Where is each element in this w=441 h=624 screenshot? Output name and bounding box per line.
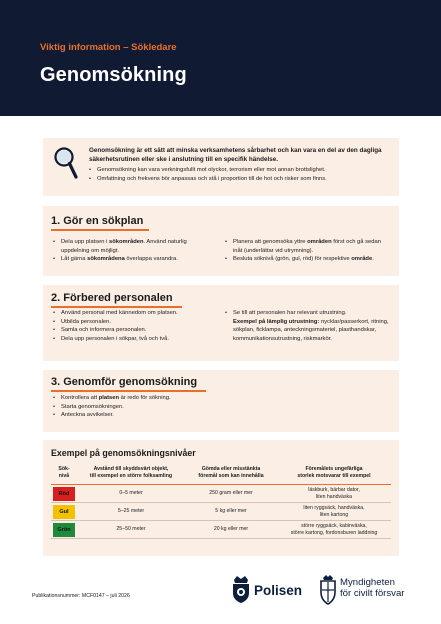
levels-title: Exempel på genomsökningsnivåer — [51, 448, 196, 458]
list-item: • Anteckna avvikelser. — [53, 411, 253, 420]
list-item: • Samla och informera personalen. — [53, 326, 219, 335]
header-banner — [0, 0, 441, 116]
list-item: • Starta genomsökningen. — [53, 403, 253, 412]
list-item: • Dela upp platsen i sökområden. Använd naturlig uppdelning om möjligt. — [53, 238, 213, 255]
page-title: Genomsökning — [40, 64, 187, 86]
section-title: 2. Förbered personalen — [51, 292, 173, 304]
list-item: • Planera att genomsöka yttre områden först och gå sedan inåt (underlättar vid utrymning). — [225, 238, 391, 255]
list-item: • Omfattning och frekvens bör anpassas och stå i proportion till de hot och risker som finns. — [89, 175, 395, 184]
level-badge-red: Röd — [53, 487, 75, 501]
section-list-left — [53, 394, 253, 420]
search-levels-table — [51, 464, 391, 539]
msb-wordmark: Myndigheten för civilt försvar — [340, 577, 405, 599]
list-item: • Se till att personalen har relevant utrustning. Exempel på lämplig utrustning: nycklar/passerkort, ritning, sökplan, ficklampa, anteckningsmateriel, plasthandskar, kommunikationsutrustning, riskmarkör. — [225, 309, 393, 344]
section-title: 3. Genomför genomsökning — [51, 376, 197, 388]
section-list-left — [53, 238, 213, 264]
list-item: • Använd personal med kännedom om platsen. — [53, 309, 219, 318]
column-header: Föremålets ungefärliga storlek motsvarar till exempel — [277, 464, 391, 485]
table-cell: liten ryggsäck, handväska, liten kartong — [277, 503, 391, 521]
magnifier-icon — [53, 146, 79, 182]
coat-of-arms-icon — [318, 574, 338, 606]
polisen-wordmark: Polisen — [254, 583, 303, 598]
table-cell: 0–5 meter — [77, 485, 185, 503]
polisen-logo — [230, 574, 303, 604]
list-item: • Utbilda personalen. — [53, 318, 219, 327]
section-perform-search — [43, 370, 399, 432]
intro-lead: Genomsökning är ett sätt att minska verksamhetens sårbarhet och kan vara en del av den dagliga säkerhetsrutinen eller ske i anslutning till en specifik händelse. — [89, 147, 382, 164]
section-list-right — [225, 309, 393, 344]
crown-shield-icon — [230, 574, 252, 604]
table-row — [51, 485, 391, 503]
list-item: • Genomsökning kan vara verkningsfullt mot olyckor, terrorism eller mot annan brottslighet. — [89, 166, 395, 175]
level-badge-green: Grön — [53, 523, 75, 537]
intro-card — [43, 138, 399, 196]
table-row — [51, 503, 391, 521]
header-eyebrow: Viktig information – Sökledare — [40, 42, 177, 53]
list-item: • Låt gärna sökområdena överlappa varandra. — [53, 255, 213, 264]
section-search-plan — [43, 206, 399, 276]
table-cell: 20 kg eller mer — [185, 521, 277, 539]
search-levels-card — [43, 440, 399, 556]
table-cell: 25–50 meter — [77, 521, 185, 539]
column-header: Sök- nivå — [51, 464, 77, 485]
msb-logo — [318, 574, 428, 608]
publication-number: Publikationsnummer: MCF0147 – juli 2026 — [32, 593, 130, 599]
section-list-left — [53, 309, 219, 344]
table-cell: större ryggsäck, kabinväska, större kartong, fordonsburen laddning — [277, 521, 391, 539]
table-cell: läskburk, bärbar dator, liten handväska — [277, 485, 391, 503]
table-cell: 250 gram eller mer — [185, 485, 277, 503]
section-prepare-staff — [43, 285, 399, 361]
list-item: • Dela upp personalen i sökpar, två och två. — [53, 335, 219, 344]
section-list-right — [225, 238, 391, 264]
table-row — [51, 521, 391, 539]
column-header: Gömda eller misstänkta föremål som kan innehålla — [185, 464, 277, 485]
table-cell: 5–25 meter — [77, 503, 185, 521]
list-item: • Besluta söknivå (grön, gul, röd) för respektive område. — [225, 255, 391, 264]
level-badge-yellow: Gul — [53, 505, 75, 519]
column-header: Avstånd till skyddsvärt objekt, till exempel en större folksamling — [77, 464, 185, 485]
intro-list — [89, 166, 395, 183]
list-item: • Kontrollera att platsen är redo för sökning. — [53, 394, 253, 403]
section-title: 1. Gör en sökplan — [51, 215, 143, 227]
table-header-row — [51, 464, 391, 485]
table-cell: 5 kg eller mer — [185, 503, 277, 521]
